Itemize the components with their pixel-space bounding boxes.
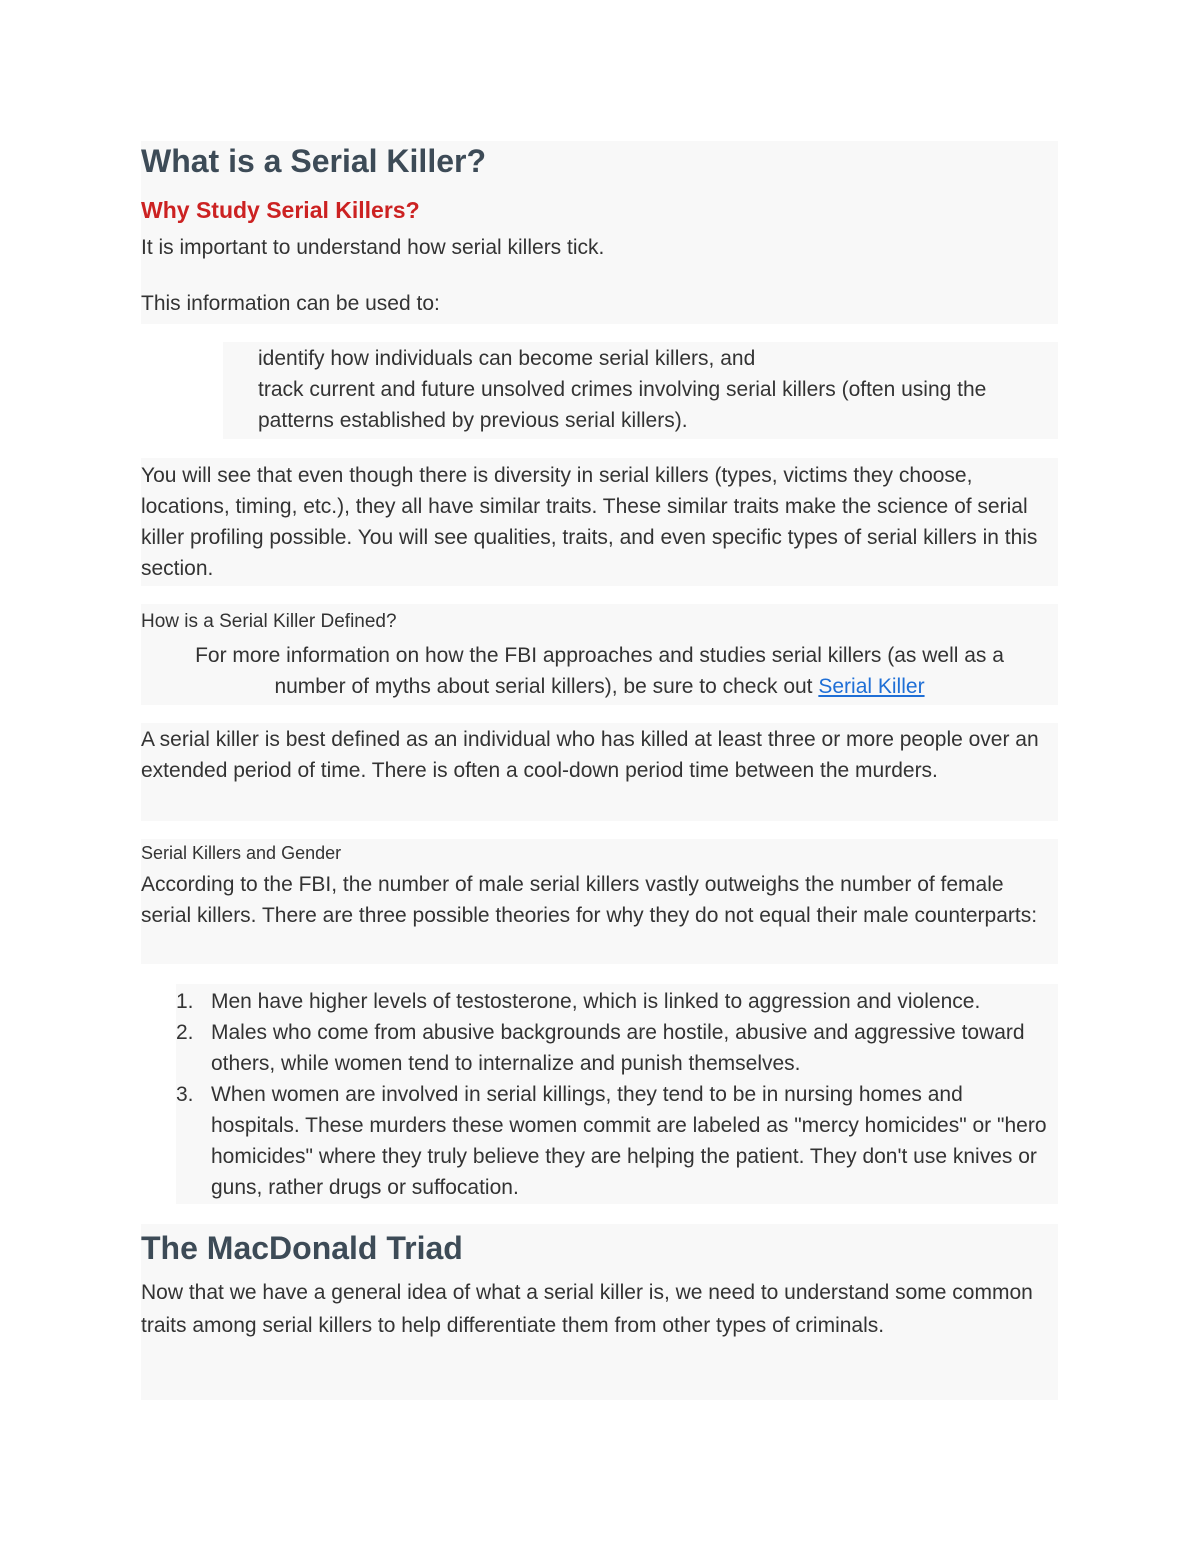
definition-heading: How is a Serial Killer Defined?	[141, 611, 397, 632]
page-title: What is a Serial Killer?	[141, 143, 486, 179]
section-title: The MacDonald Triad	[141, 1230, 463, 1266]
macdonald-block	[141, 1224, 1058, 1400]
list-item: 3. When women are involved in serial killings, they tend to be in nursing homes and hospitals. These murders these women commit are labeled as "mercy homicides" or "hero homicides" where they truly believe they are helping the patient. They don't use knives or guns, rather drugs or suffocation.	[176, 1083, 1047, 1199]
uses-block	[223, 342, 1058, 439]
diversity-block	[141, 458, 1058, 586]
gender-block	[141, 839, 1058, 964]
diversity-paragraph: You will see that even though there is diversity in serial killers (types, victims they choose, locations, timing, etc.), they all have similar traits. These similar traits make the science of serial killer profiling possible. You will see qualities, traits, and even specific types of serial killers in this section.	[141, 464, 1038, 580]
intro-block	[141, 141, 1058, 324]
definition-paragraph-block	[141, 723, 1058, 821]
gender-heading: Serial Killers and Gender	[141, 843, 342, 863]
fbi-info-text	[141, 640, 1058, 702]
theories-block	[176, 984, 1058, 1204]
serial-killer-link[interactable]: Serial Killer	[818, 675, 925, 698]
macdonald-paragraph: Now that we have a general idea of what a serial killer is, we need to understand some common traits among serial killers to help differentiate them from other types of criminals.	[141, 1281, 1033, 1337]
gender-paragraph: According to the FBI, the number of male serial killers vastly outweighs the number of female serial killers. There are three possible theories for why they do not equal their male counterparts:	[141, 873, 1038, 927]
definition-block	[141, 604, 1058, 705]
section-subtitle: Why Study Serial Killers?	[141, 197, 420, 223]
intro-text: It is important to understand how serial killers tick.	[141, 236, 605, 259]
list-item: 2. Males who come from abusive backgrounds are hostile, abusive and aggressive toward others, while women tend to internalize and punish themselves.	[176, 1021, 1025, 1075]
used-to-text: This information can be used to:	[141, 292, 440, 315]
list-item: 1. Men have higher levels of testosterone, which is linked to aggression and violence.	[176, 990, 981, 1013]
fbi-info-body: For more information on how the FBI approaches and studies serial killers (as well as a number of myths about serial killers), be sure to check out	[195, 644, 1004, 698]
use-item: identify how individuals can become serial killers, and	[258, 347, 756, 370]
definition-paragraph: A serial killer is best defined as an individual who has killed at least three or more people over an extended period of time. There is often a cool-down period time between the murders.	[141, 728, 1039, 782]
theories-list	[176, 986, 1050, 1203]
use-item: track current and future unsolved crimes involving serial killers (often using the patterns established by previous serial killers).	[258, 378, 987, 432]
